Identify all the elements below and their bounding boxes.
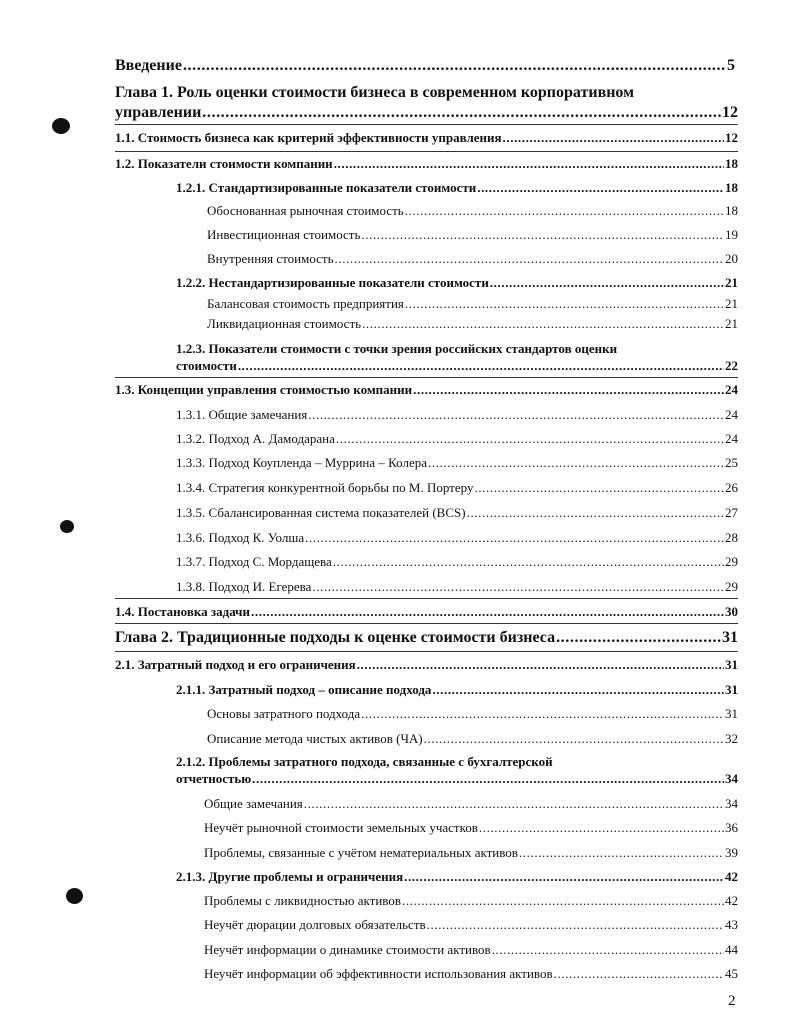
toc-entry-1-4 xyxy=(115,604,738,620)
leader-dots xyxy=(424,731,724,747)
leader-dots xyxy=(477,180,724,196)
toc-entry-sub xyxy=(207,203,738,219)
page-number: 2 xyxy=(728,993,736,1009)
toc-entry-chapter2 xyxy=(115,628,738,648)
toc-entry-sub xyxy=(207,731,738,747)
toc-entry-1-3-8 xyxy=(176,579,738,595)
toc-entry-chapter1-line1: Глава 1. Роль оценки стоимости бизнеса в современном корпоративном xyxy=(115,84,635,101)
toc-page-number: 34 xyxy=(725,796,738,811)
toc-entry-sub xyxy=(204,942,738,958)
divider xyxy=(115,151,738,152)
leader-dots xyxy=(183,56,726,76)
leader-dots xyxy=(252,771,724,787)
leader-dots xyxy=(251,604,724,620)
toc-page-number: 31 xyxy=(725,657,738,672)
toc-label: Балансовая стоимость предприятия xyxy=(207,296,404,311)
leader-dots xyxy=(556,628,721,648)
toc-entry-sub xyxy=(204,917,738,933)
toc-page-number: 45 xyxy=(725,966,738,981)
leader-dots xyxy=(304,796,724,812)
toc-label: отчетностью xyxy=(176,771,252,786)
toc-page-number: 26 xyxy=(725,480,738,495)
toc-entry-sub xyxy=(204,820,738,836)
toc-entry-2-1-3 xyxy=(176,869,738,885)
toc-entry-2-1-1 xyxy=(176,682,738,698)
toc-entry-sub xyxy=(207,706,738,722)
toc-page-number: 29 xyxy=(725,579,738,594)
toc-entry-2-1-2-line1: 2.1.2. Проблемы затратного подхода, связанные с бухгалтерской xyxy=(176,754,553,769)
leader-dots xyxy=(503,130,724,146)
toc-page-number: 42 xyxy=(725,893,738,908)
toc-label: Введение xyxy=(115,57,182,74)
toc-label: Неучёт информации об эффективности использования активов xyxy=(204,966,553,981)
toc-page-number: 18 xyxy=(725,180,738,195)
leader-dots xyxy=(432,682,724,698)
toc-label: Внутренняя стоимость xyxy=(207,251,334,266)
leader-dots xyxy=(405,203,724,219)
leader-dots xyxy=(334,156,724,172)
toc-entry-1-2-1 xyxy=(176,180,738,196)
toc-label: Проблемы, связанные с учётом нематериальных активов xyxy=(204,845,518,860)
leader-dots xyxy=(404,869,724,885)
toc-page-number: 28 xyxy=(725,530,738,545)
toc-page-number: 19 xyxy=(725,227,738,242)
toc-label: 1.2. Показатели стоимости компании xyxy=(115,156,333,171)
toc-page-number: 39 xyxy=(725,845,738,860)
leader-dots xyxy=(238,358,724,374)
leader-dots xyxy=(413,382,724,398)
toc-page-number: 12 xyxy=(725,130,738,145)
leader-dots xyxy=(474,480,724,496)
toc-page-number: 36 xyxy=(725,820,738,835)
toc-label: 1.2.1. Стандартизированные показатели стоимости xyxy=(176,180,477,195)
toc-page-number: 27 xyxy=(725,505,738,520)
toc-entry-1-3-7 xyxy=(176,554,738,570)
toc-label: 1.3.6. Подход К. Уолша xyxy=(176,530,305,545)
leader-dots xyxy=(519,845,724,861)
divider xyxy=(115,623,738,624)
leader-dots xyxy=(357,657,724,673)
toc-page-number: 20 xyxy=(725,251,738,266)
toc-page-number: 44 xyxy=(725,942,738,957)
leader-dots xyxy=(402,893,724,909)
toc-page-number: 18 xyxy=(725,156,738,171)
toc-label: 2.1.3. Другие проблемы и ограничения xyxy=(176,869,404,884)
leader-dots xyxy=(479,820,724,836)
toc-label: 1.3.3. Подход Коупленда – Муррина – Колера xyxy=(176,455,428,470)
toc-entry-2-1 xyxy=(115,657,738,673)
toc-page-number: 5 xyxy=(727,57,735,74)
toc-entry-sub xyxy=(204,966,738,982)
leader-dots xyxy=(336,431,724,447)
toc-label: 1.3.5. Сбалансированная система показателей (BCS) xyxy=(176,505,466,520)
leader-dots xyxy=(405,296,724,312)
toc-label: Проблемы с ликвидностью активов xyxy=(204,893,401,908)
toc-label: Неучёт информации о динамике стоимости активов xyxy=(204,942,491,957)
toc-entry-sub xyxy=(207,227,738,243)
toc-page-number: 12 xyxy=(722,104,738,121)
toc-entry-sub xyxy=(204,893,738,909)
toc-entry-sub xyxy=(207,296,738,312)
toc-page-number: 21 xyxy=(725,275,738,290)
toc-page-number: 25 xyxy=(725,455,738,470)
toc-entry-1-3-3 xyxy=(176,455,738,471)
toc-label: 2.1.1. Затратный подход – описание подхода xyxy=(176,682,432,697)
toc-page-number: 29 xyxy=(725,554,738,569)
toc-entry-sub xyxy=(207,316,738,332)
toc-entry-1-2-3 xyxy=(176,358,738,374)
leader-dots xyxy=(554,966,724,982)
leader-dots xyxy=(312,579,724,595)
toc-page-number: 24 xyxy=(725,431,738,446)
toc-label: 1.3.2. Подход А. Дамодарана xyxy=(176,431,335,446)
divider xyxy=(115,124,738,125)
toc-entry-sub xyxy=(204,845,738,861)
toc-label: 1.3.4. Стратегия конкурентной борьбы по М. Портеру xyxy=(176,480,474,495)
toc-entry-intro xyxy=(115,56,735,76)
toc-page-number: 21 xyxy=(725,296,738,311)
toc-entry-sub xyxy=(204,796,738,812)
toc-entry-sub xyxy=(207,251,738,267)
toc-label: Неучёт рыночной стоимости земельных участков xyxy=(204,820,478,835)
toc-label: Основы затратного подхода xyxy=(207,706,361,721)
leader-dots xyxy=(362,316,724,332)
toc-label: стоимости xyxy=(176,358,237,373)
toc-label: Описание метода чистых активов (ЧА) xyxy=(207,731,423,746)
toc-label: 2.1. Затратный подход и его ограничения xyxy=(115,657,356,672)
toc-entry-1-1 xyxy=(115,130,738,146)
toc-page-number: 30 xyxy=(725,604,738,619)
toc-entry-1-3-5 xyxy=(176,505,738,521)
toc-label: 1.3. Концепции управления стоимостью компании xyxy=(115,382,413,397)
toc-label: 1.3.1. Общие замечания xyxy=(176,407,308,422)
toc-entry-1-3-1 xyxy=(176,407,738,423)
leader-dots xyxy=(305,530,724,546)
toc-page-number: 32 xyxy=(725,731,738,746)
toc-entry-1-3-2 xyxy=(176,431,738,447)
toc-entry-1-2-2 xyxy=(176,275,738,291)
toc-label: Обоснованная рыночная стоимость xyxy=(207,203,404,218)
toc-page-number: 21 xyxy=(725,316,738,331)
leader-dots xyxy=(428,455,724,471)
toc-entry-1-3-4 xyxy=(176,480,738,496)
punch-hole-mark xyxy=(52,118,70,134)
toc-label: 1.1. Стоимость бизнеса как критерий эффективности управления xyxy=(115,130,502,145)
toc-label: Ликвидационная стоимость xyxy=(207,316,362,331)
toc-label: 1.3.8. Подход И. Егерева xyxy=(176,579,312,594)
leader-dots xyxy=(361,227,724,243)
toc-label: 1.4. Постановка задачи xyxy=(115,604,251,619)
leader-dots xyxy=(308,407,724,423)
leader-dots xyxy=(467,505,724,521)
toc-label: управлении xyxy=(115,104,202,121)
toc-page-number: 31 xyxy=(725,706,738,721)
toc-label: Глава 2. Традиционные подходы к оценке стоимости бизнеса xyxy=(115,629,556,646)
toc-entry-1-3 xyxy=(115,382,738,398)
toc-entry-1-2 xyxy=(115,156,738,172)
toc-page-number: 31 xyxy=(722,629,738,646)
toc-label: Неучёт дюрации долговых обязательств xyxy=(204,917,426,932)
toc-page-number: 42 xyxy=(725,869,738,884)
toc-page-number: 24 xyxy=(725,407,738,422)
toc-page-number: 18 xyxy=(725,203,738,218)
toc-page-number: 22 xyxy=(725,358,738,373)
leader-dots xyxy=(202,103,721,123)
toc-entry-chapter1 xyxy=(115,103,738,123)
leader-dots xyxy=(427,917,724,933)
leader-dots xyxy=(361,706,724,722)
toc-label: Инвестиционная стоимость xyxy=(207,227,361,242)
toc-label: 1.3.7. Подход С. Мордащева xyxy=(176,554,332,569)
leader-dots xyxy=(335,251,724,267)
divider xyxy=(115,598,738,599)
toc-entry-1-2-3-line1: 1.2.3. Показатели стоимости с точки зрения российских стандартов оценки xyxy=(176,341,618,356)
punch-hole-mark xyxy=(66,888,83,904)
toc-page-number: 31 xyxy=(725,682,738,697)
punch-hole-mark xyxy=(60,520,74,533)
toc-label: Общие замечания xyxy=(204,796,303,811)
divider xyxy=(115,377,738,378)
toc-entry-2-1-2 xyxy=(176,771,738,787)
leader-dots xyxy=(490,275,724,291)
leader-dots xyxy=(492,942,724,958)
toc-label: 1.2.2. Нестандартизированные показатели стоимости xyxy=(176,275,489,290)
toc-page-number: 24 xyxy=(725,382,738,397)
divider xyxy=(115,651,738,652)
toc-page-number: 43 xyxy=(725,917,738,932)
leader-dots xyxy=(333,554,724,570)
toc-entry-1-3-6 xyxy=(176,530,738,546)
toc-page-number: 34 xyxy=(725,771,738,786)
